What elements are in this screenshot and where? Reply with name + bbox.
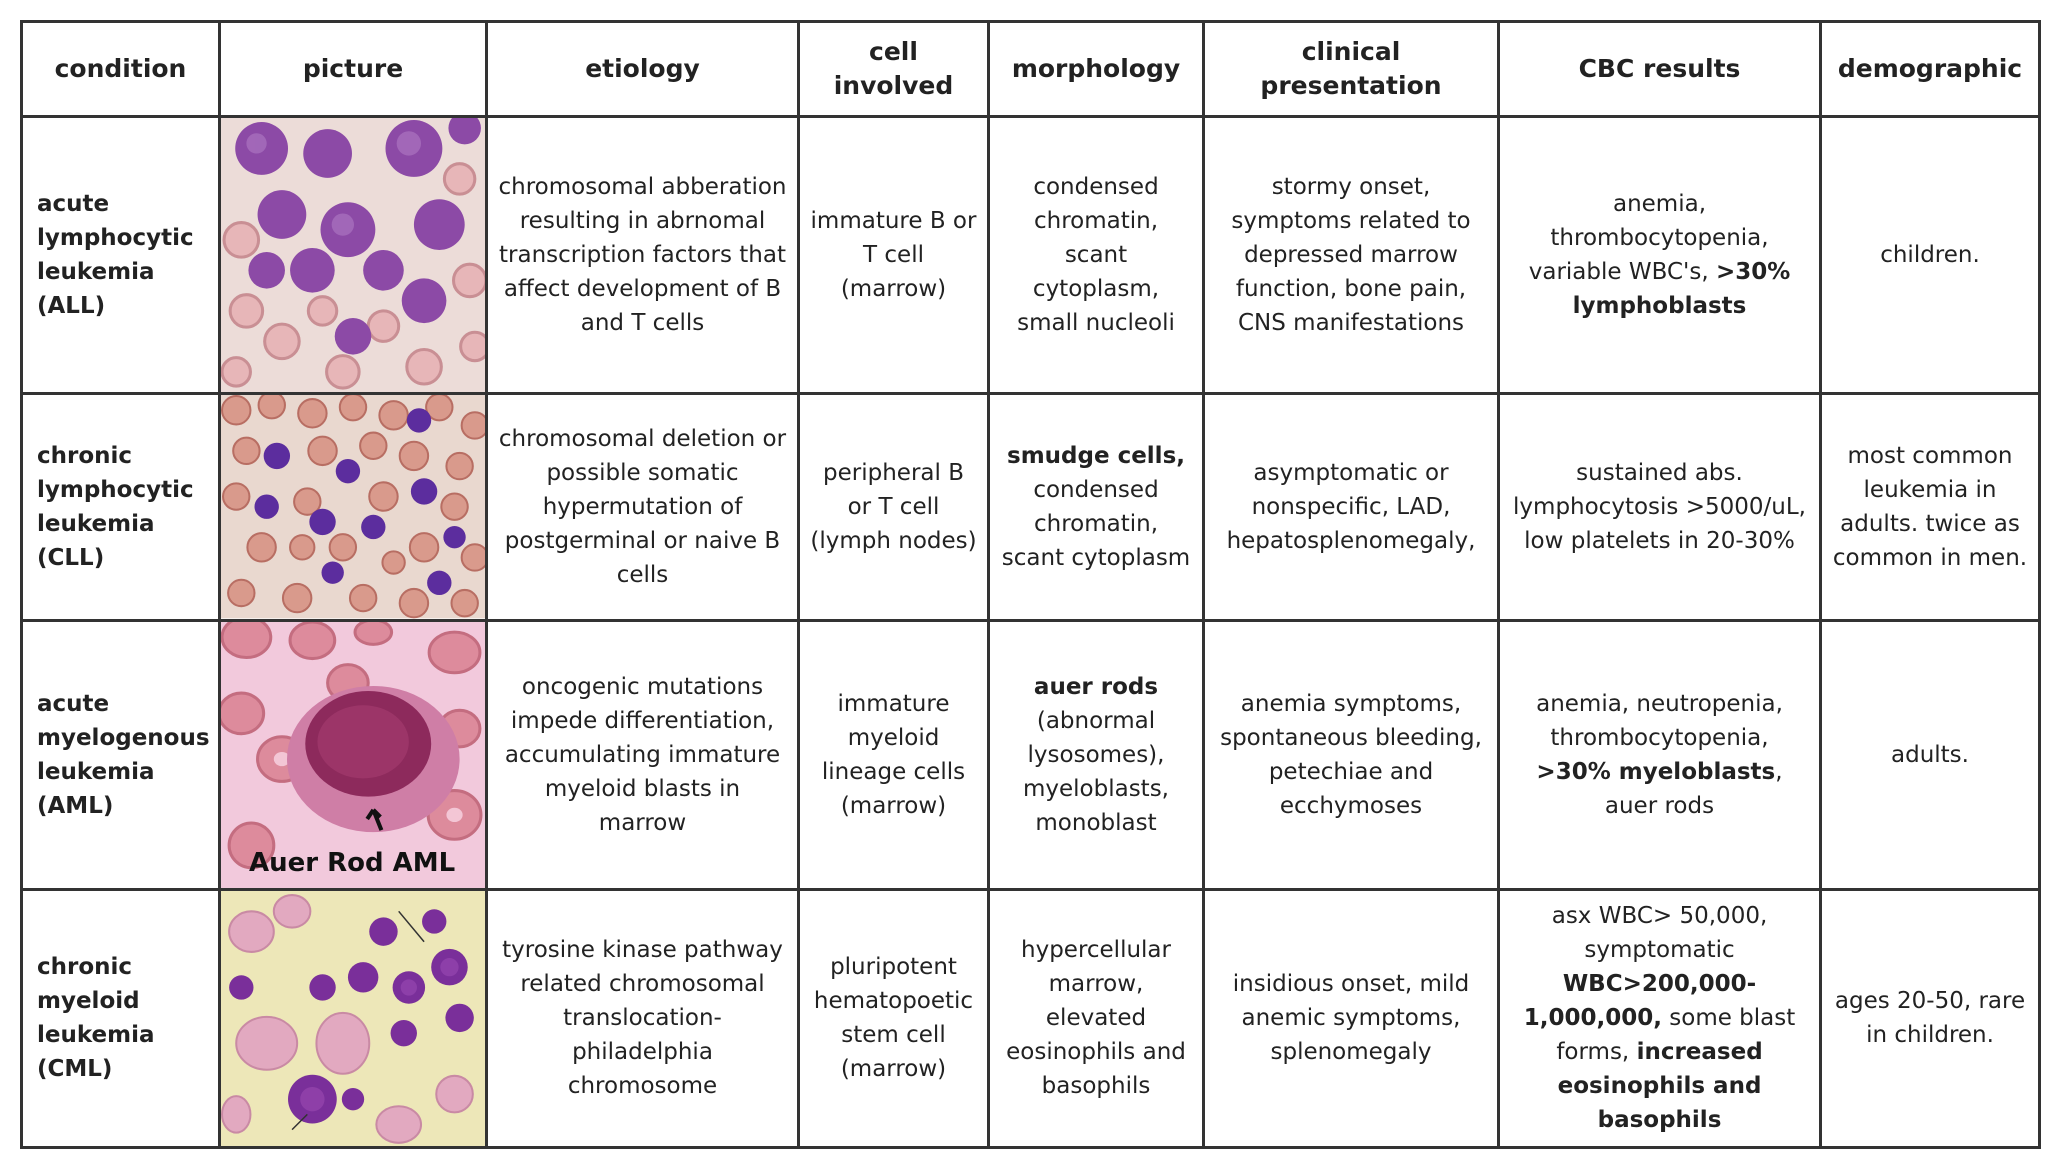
morphology-cell bbox=[989, 117, 1204, 394]
header-etiology: etiology bbox=[487, 22, 799, 117]
header-picture: picture bbox=[220, 22, 487, 117]
demographic-cell: children. bbox=[1821, 117, 2040, 394]
micrograph-image-cll bbox=[220, 394, 487, 620]
micrograph-image-all bbox=[220, 117, 487, 394]
micrograph-image-aml bbox=[220, 620, 487, 889]
condition-cell: chronic myeloid leukemia (CML) bbox=[22, 889, 220, 1148]
cbc-text: anemia, neutropenia, thrombocytopenia, bbox=[1536, 690, 1783, 751]
cell-involved-cell: immature myeloid lineage cells (marrow) bbox=[799, 620, 989, 889]
clinical-cell: asymptomatic or nonspecific, LAD, hepatosplenomegaly, bbox=[1204, 394, 1499, 620]
cbc-text-mid: some blast forms, bbox=[1556, 1005, 1796, 1066]
cbc-text: anemia, thrombocytopenia, variable WBC's, bbox=[1528, 191, 1769, 286]
all-blood-smear-image bbox=[221, 118, 485, 392]
etiology-cell: oncogenic mutations impede differentiation, accumulating immature myeloid blasts in marrow bbox=[487, 620, 799, 889]
morphology-cell bbox=[989, 889, 1204, 1148]
cbc-text: asx WBC> 50,000, symptomatic bbox=[1551, 903, 1768, 964]
header-condition: condition bbox=[22, 22, 220, 117]
demographic-cell: most common leukemia in adults. twice as common in men. bbox=[1821, 394, 2040, 620]
cell-involved-cell: pluripotent hematopoetic stem cell (marrow) bbox=[799, 889, 989, 1148]
condition-cell: acute myelogenous leukemia (AML) bbox=[22, 620, 220, 889]
cbc-text: sustained abs. lymphocytosis >5000/uL, low platelets in 20-30% bbox=[1513, 459, 1806, 554]
demographic-cell: ages 20-50, rare in children. bbox=[1821, 889, 2040, 1148]
cbc-cell bbox=[1499, 117, 1821, 394]
table-row bbox=[22, 620, 2040, 889]
demographic-cell: adults. bbox=[1821, 620, 2040, 889]
header-clinical-presentation: clinical presentation bbox=[1204, 22, 1499, 117]
morphology-cell bbox=[989, 620, 1204, 889]
auer-rod-aml-label: Auer Rod AML bbox=[249, 847, 456, 878]
condition-cell: acute lymphocytic leukemia (ALL) bbox=[22, 117, 220, 394]
table-row bbox=[22, 394, 2040, 620]
morphology-cell bbox=[989, 394, 1204, 620]
etiology-cell: tyrosine kinase pathway related chromosomal translocation- philadelphia chromosome bbox=[487, 889, 799, 1148]
cbc-bold-text: >30% myeloblasts bbox=[1536, 758, 1776, 785]
clinical-cell: stormy onset, symptoms related to depressed marrow function, bone pain, CNS manifestations bbox=[1204, 117, 1499, 394]
etiology-cell: chromosomal deletion or possible somatic hypermutation of postgerminal or naive B cells bbox=[487, 394, 799, 620]
leukemia-table bbox=[20, 20, 2041, 1149]
morphology-text: condensed chromatin, scant cytoplasm, small nucleoli bbox=[1017, 174, 1175, 337]
morphology-bold-text: auer rods bbox=[1033, 673, 1159, 700]
cll-blood-smear-image bbox=[221, 395, 485, 618]
header-demographic: demographic bbox=[1821, 22, 2040, 117]
cell-involved-cell: peripheral B or T cell (lymph nodes) bbox=[799, 394, 989, 620]
morphology-bold-text: smudge cells, bbox=[1007, 442, 1185, 469]
header-morphology: morphology bbox=[989, 22, 1204, 117]
cbc-bold-text: >30% lymphoblasts bbox=[1572, 259, 1791, 320]
micrograph-image-cml bbox=[220, 889, 487, 1148]
morphology-text: hypercellular marrow, elevated eosinophils and basophils bbox=[1006, 937, 1186, 1100]
cbc-cell bbox=[1499, 394, 1821, 620]
etiology-cell: chromosomal abberation resulting in abrnomal transcription factors that affect development of B and T cells bbox=[487, 117, 799, 394]
header-cbc-results: CBC results bbox=[1499, 22, 1821, 117]
cbc-text-after: , auer rods bbox=[1604, 758, 1783, 819]
cml-blood-smear-image bbox=[221, 891, 485, 1147]
cbc-cell bbox=[1499, 889, 1821, 1148]
header-cell-involved: cell involved bbox=[799, 22, 989, 117]
condition-cell: chronic lymphocytic leukemia (CLL) bbox=[22, 394, 220, 620]
clinical-cell: insidious onset, mild anemic symptoms, splenomegaly bbox=[1204, 889, 1499, 1148]
aml-picture-box bbox=[221, 622, 485, 888]
table-row bbox=[22, 117, 2040, 394]
cbc-cell bbox=[1499, 620, 1821, 889]
header-row bbox=[22, 22, 2040, 117]
morphology-text: condensed chromatin, scant cytoplasm bbox=[1001, 476, 1191, 571]
clinical-cell: anemia symptoms, spontaneous bleeding, petechiae and ecchymoses bbox=[1204, 620, 1499, 889]
cell-involved-cell: immature B or T cell (marrow) bbox=[799, 117, 989, 394]
morphology-text: (abnormal lysosomes), myeloblasts, monoblast bbox=[1022, 707, 1169, 836]
cbc-bold-text-2: increased eosinophils and basophils bbox=[1557, 1039, 1763, 1134]
table-row bbox=[22, 889, 2040, 1148]
cbc-bold-text: WBC>200,000-1,000,000, bbox=[1523, 971, 1757, 1032]
